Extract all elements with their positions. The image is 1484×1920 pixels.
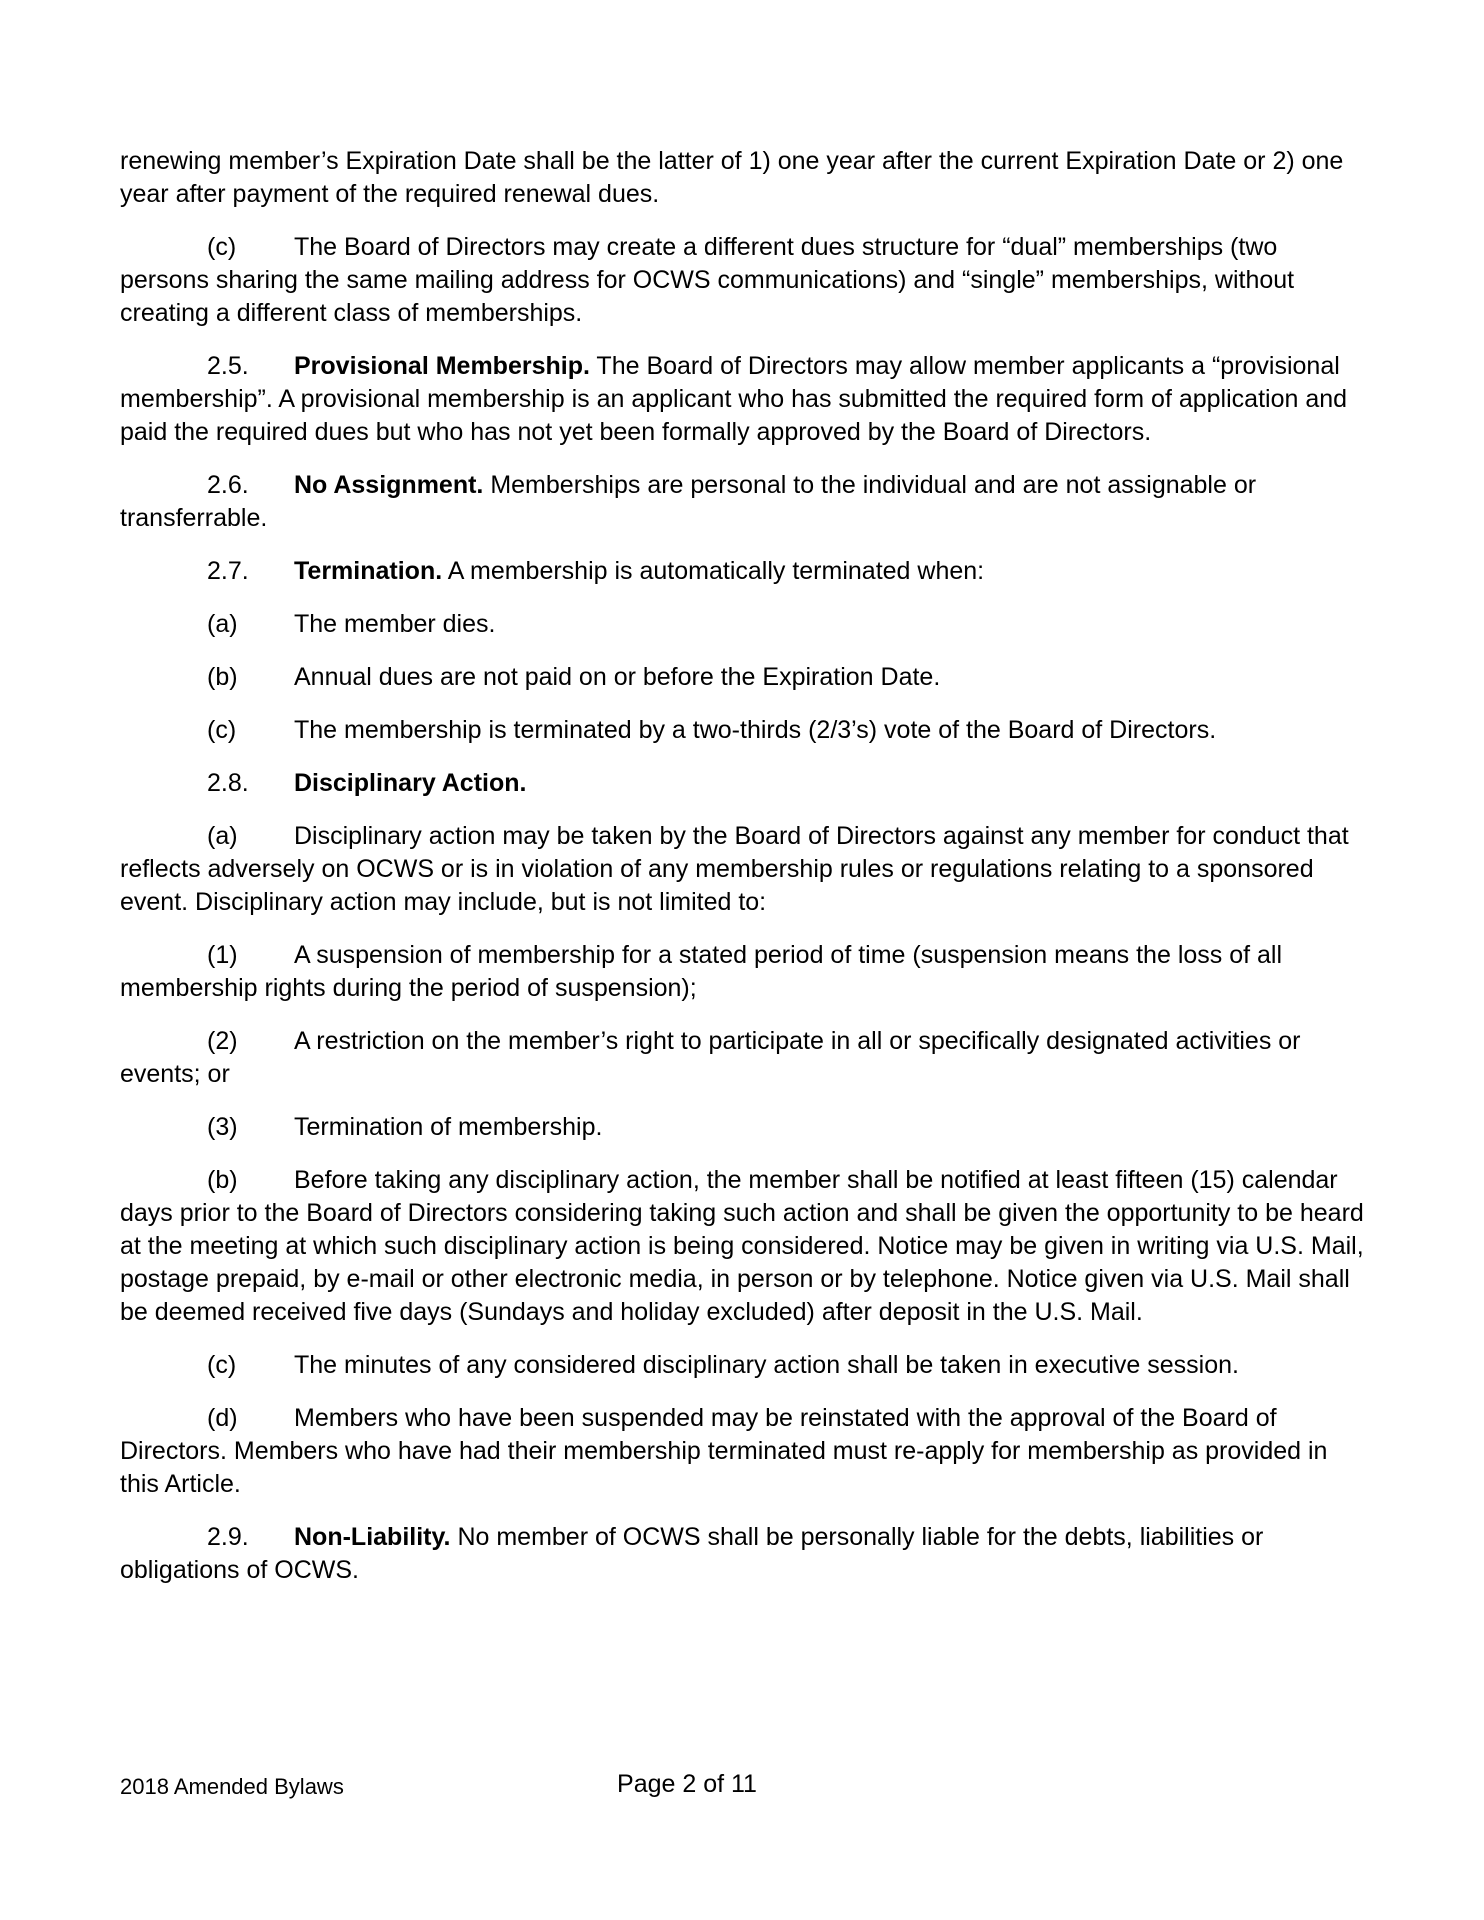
section-number: 2.6.: [207, 471, 249, 499]
list-item-c-executive-session: [120, 1349, 1365, 1382]
item-text: Before taking any disciplinary action, the member shall be notified at least fifteen (15) calendar days prior to the Board of Directors considering taking such action and shall be given the opportunity to be heard at the meeting at which such disciplinary action is being considered. Notice may be given in writing via U.S. Mail, postage prepaid, by e-mail or other electronic media, in person or by telephone. Notice given via U.S. Mail shall be deemed received five days (Sundays and holiday excluded) after deposit in the U.S. Mail.: [120, 1166, 1364, 1326]
item-label: (b): [207, 1166, 238, 1194]
item-label: (c): [207, 1351, 237, 1379]
item-text: The membership is terminated by a two-thirds (2/3’s) vote of the Board of Directors.: [294, 716, 1217, 744]
item-label: (a): [207, 822, 238, 850]
item-text: Disciplinary action may be taken by the Board of Directors against any member for conduct that reflects adversely on OCWS or is in violation of any membership rules or regulations relating to a sponsored event. Disciplinary action may include, but is not limited to:: [120, 822, 1349, 916]
section-2-5-provisional-membership: [120, 350, 1365, 449]
item-text: Annual dues are not paid on or before the Expiration Date.: [294, 663, 941, 691]
item-label: (3): [207, 1113, 238, 1141]
section-title: Non-Liability.: [294, 1523, 451, 1551]
item-label: (d): [207, 1404, 238, 1432]
section-2-9-non-liability: [120, 1521, 1365, 1587]
section-2-6-no-assignment: [120, 469, 1365, 535]
item-label: (b): [207, 663, 238, 691]
section-title: No Assignment.: [294, 471, 484, 499]
page-number: Page 2 of 11: [617, 1770, 757, 1798]
list-item-c-two-thirds-vote: [120, 714, 1365, 747]
item-label: (c): [207, 716, 237, 744]
footer-document-title: 2018 Amended Bylaws: [120, 1774, 344, 1799]
section-title: Disciplinary Action.: [294, 769, 527, 797]
item-text: Members who have been suspended may be reinstated with the approval of the Board of Directors. Members who have had their membership terminated must re-apply for membership as provided in this Article.: [120, 1404, 1328, 1498]
page-footer: [120, 1768, 1365, 1808]
section-title: Provisional Membership.: [294, 352, 590, 380]
item-label: (a): [207, 610, 238, 638]
section-number: 2.5.: [207, 352, 249, 380]
paragraph-renewal-continuation: [120, 145, 1365, 211]
item-label: (c): [207, 233, 237, 261]
section-number: 2.8.: [207, 769, 249, 797]
list-item-3-termination: [120, 1111, 1365, 1144]
item-text: A restriction on the member’s right to participate in all or specifically designated activities or events; or: [120, 1027, 1301, 1088]
item-text: The member dies.: [294, 610, 496, 638]
section-text: No member of OCWS shall be personally liable for the debts, liabilities or obligations of OCWS.: [120, 1523, 1264, 1584]
section-number: 2.9.: [207, 1523, 249, 1551]
list-item-b-dues-not-paid: [120, 661, 1365, 694]
item-label: (2): [207, 1027, 238, 1055]
list-item-a-member-dies: [120, 608, 1365, 641]
item-text: The Board of Directors may create a different dues structure for “dual” memberships (two persons sharing the same mailing address for OCWS communications) and “single” memberships, without creating a different class of memberships.: [120, 233, 1295, 327]
paragraph-text: renewing member’s Expiration Date shall be the latter of 1) one year after the current Expiration Date or 2) one year after payment of the required renewal dues.: [120, 147, 1344, 208]
list-item-d-reinstatement: [120, 1402, 1365, 1501]
section-number: 2.7.: [207, 557, 249, 585]
item-text: A suspension of membership for a stated period of time (suspension means the loss of all membership rights during the period of suspension);: [120, 941, 1283, 1002]
item-label: (1): [207, 941, 238, 969]
section-title: Termination.: [294, 557, 443, 585]
item-text: The minutes of any considered disciplinary action shall be taken in executive session.: [294, 1351, 1239, 1379]
section-2-7-termination: [120, 555, 1365, 588]
list-item-1-suspension: [120, 939, 1365, 1005]
list-item-b-notice: [120, 1164, 1365, 1329]
list-item-2-restriction: [120, 1025, 1365, 1091]
section-text: A membership is automatically terminated when:: [447, 557, 985, 585]
section-text: Memberships are personal to the individual and are not assignable or transferrable.: [120, 471, 1257, 532]
section-2-8-disciplinary-action: [120, 767, 1365, 800]
list-item-a-disciplinary-action: [120, 820, 1365, 919]
list-item-c-dual-memberships: [120, 231, 1365, 330]
section-text: The Board of Directors may allow member applicants a “provisional membership”. A provisional membership is an applicant who has submitted the required form of application and paid the required dues but who has not yet been formally approved by the Board of Directors.: [120, 352, 1348, 446]
item-text: Termination of membership.: [294, 1113, 603, 1141]
